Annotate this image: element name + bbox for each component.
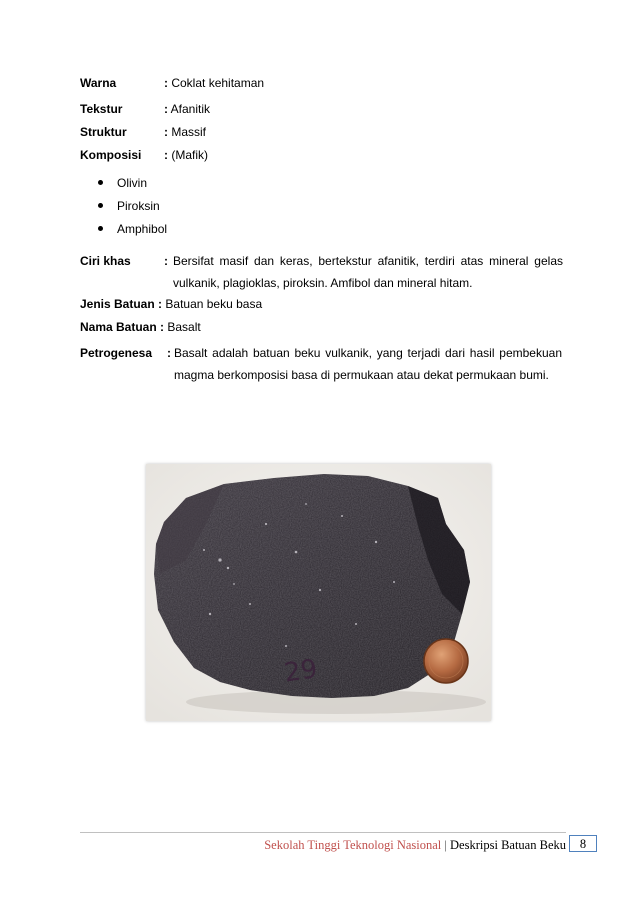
footer-document-title: Deskripsi Batuan Beku (450, 838, 566, 852)
mineral-name: Olivin (117, 176, 148, 190)
field-label: Jenis Batuan (80, 297, 155, 311)
field-value: Massif (171, 125, 207, 139)
field-separator: : (164, 254, 168, 268)
page-number: 8 (569, 835, 597, 852)
footer-school-name: Sekolah Tinggi Teknologi Nasional (264, 838, 442, 852)
list-item (98, 175, 147, 191)
field-ciri-khas-value: Bersifat masif dan keras, bertekstur afanitik, terdiri atas mineral gelas vulkanik, plagioklas, piroksin. Amfibol dan mineral hitam. (173, 254, 563, 290)
field-warna (80, 75, 264, 91)
bullet-icon (98, 203, 103, 208)
page-footer (0, 838, 566, 853)
bullet-icon (98, 226, 103, 231)
field-label: Struktur (80, 125, 127, 139)
field-value: Basalt (167, 320, 201, 334)
field-value: (Mafik) (171, 148, 209, 162)
field-jenis-batuan (80, 296, 262, 312)
mineral-name: Piroksin (117, 199, 160, 213)
field-nama-batuan (80, 319, 201, 335)
field-petrogenesa-label (80, 345, 171, 361)
basalt-photo (146, 464, 491, 721)
rock-sample-marking: 29 (282, 654, 320, 689)
field-separator: : (158, 297, 163, 311)
mineral-name: Amphibol (117, 222, 168, 236)
field-separator: : (167, 346, 171, 360)
field-tekstur (80, 101, 210, 117)
footer-separator: | (444, 838, 447, 852)
field-label: Tekstur (80, 102, 123, 116)
field-value: Batuan beku basa (165, 297, 263, 311)
field-komposisi (80, 147, 208, 163)
list-item (98, 198, 160, 214)
field-separator: : (164, 76, 168, 90)
field-struktur (80, 124, 206, 140)
field-separator: : (160, 320, 165, 334)
bullet-icon (98, 180, 103, 185)
field-ciri-khas-label (80, 253, 168, 269)
field-value: Coklat kehitaman (171, 76, 265, 90)
list-item (98, 221, 167, 237)
field-label: Petrogenesa (80, 346, 153, 360)
field-label: Ciri khas (80, 254, 131, 268)
field-separator: : (164, 148, 168, 162)
footer-divider (80, 832, 566, 833)
basalt-rock-image (146, 464, 491, 721)
field-label: Komposisi (80, 148, 142, 162)
field-label: Warna (80, 76, 117, 90)
field-label: Nama Batuan (80, 320, 157, 334)
field-value: Afanitik (170, 102, 211, 116)
field-separator: : (164, 102, 168, 116)
field-separator: : (164, 125, 168, 139)
field-petrogenesa-value: Basalt adalah batuan beku vulkanik, yang terjadi dari hasil pembekuan magma berkomposisi basa di permukaan atau dekat permukaan bumi. (174, 346, 562, 382)
